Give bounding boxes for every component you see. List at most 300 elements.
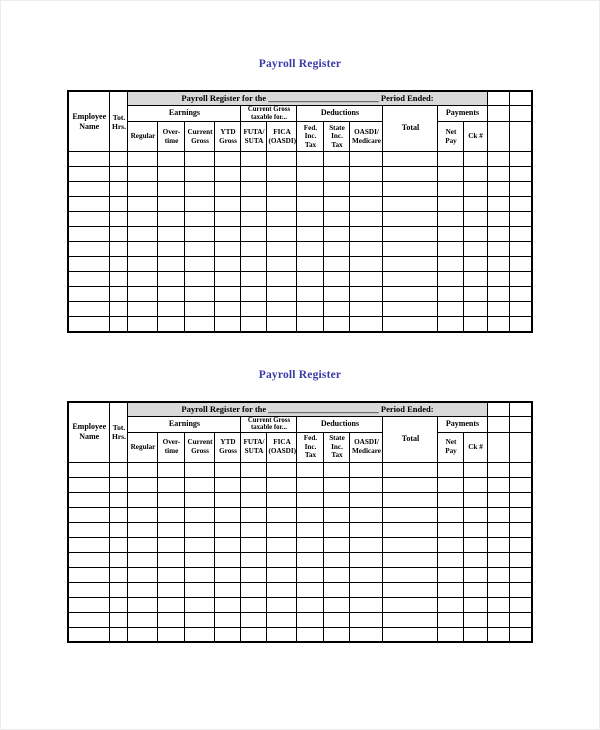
empty-cell (509, 152, 532, 167)
empty-cell (128, 272, 158, 287)
empty-cell (128, 552, 158, 567)
empty-cell (297, 477, 324, 492)
empty-cell (350, 182, 383, 197)
empty-cell (464, 537, 487, 552)
empty-cell (509, 317, 532, 332)
column-header-regular: Regular (128, 432, 158, 462)
empty-cell (185, 182, 215, 197)
empty-cell (68, 462, 110, 477)
empty-cell (267, 152, 297, 167)
empty-cell (464, 302, 487, 317)
empty-cell (158, 477, 185, 492)
total-column-header: Total (383, 416, 438, 462)
empty-cell (110, 242, 128, 257)
empty-cell (297, 582, 324, 597)
empty-cell (68, 152, 110, 167)
empty-cell (267, 582, 297, 597)
empty-cell (438, 302, 464, 317)
empty-cell (215, 582, 241, 597)
column-header-oasdi-medicare: OASDI/ Medicare (350, 432, 383, 462)
empty-cell (241, 182, 267, 197)
empty-cell (350, 242, 383, 257)
empty-cell (241, 287, 267, 302)
empty-cell (464, 197, 487, 212)
empty-cell (68, 507, 110, 522)
empty-cell (215, 272, 241, 287)
empty-cell (128, 627, 158, 642)
empty-cell (110, 462, 128, 477)
empty-cell (464, 567, 487, 582)
empty-cell (185, 582, 215, 597)
empty-cell (215, 197, 241, 212)
empty-cell (185, 152, 215, 167)
empty-cell (267, 462, 297, 477)
empty-cell (487, 537, 509, 552)
empty-cell (267, 317, 297, 332)
empty-cell (464, 582, 487, 597)
empty-cell (215, 462, 241, 477)
empty-cell (267, 257, 297, 272)
payroll-table-container (1, 90, 599, 333)
empty-cell (215, 507, 241, 522)
empty-cell (383, 302, 438, 317)
empty-data-row (68, 182, 532, 197)
empty-cell (487, 212, 509, 227)
empty-cell (509, 627, 532, 642)
blank-header-cell (509, 122, 532, 152)
empty-cell (158, 597, 185, 612)
empty-data-row (68, 552, 532, 567)
empty-cell (215, 242, 241, 257)
empty-cell (215, 567, 241, 582)
empty-cell (509, 462, 532, 477)
employee-name-header: Employee Name (68, 91, 110, 152)
empty-cell (110, 152, 128, 167)
empty-cell (464, 492, 487, 507)
empty-cell (297, 182, 324, 197)
empty-cell (68, 167, 110, 182)
column-header-ytd-gross: YTD Gross (215, 122, 241, 152)
empty-cell (487, 197, 509, 212)
empty-cell (158, 492, 185, 507)
empty-cell (324, 552, 350, 567)
empty-cell (324, 612, 350, 627)
table-title-band: Payroll Register for the __________________________ Period Ended: (128, 91, 487, 106)
empty-cell (128, 167, 158, 182)
empty-cell (267, 272, 297, 287)
empty-cell (297, 492, 324, 507)
empty-cell (438, 582, 464, 597)
empty-cell (110, 552, 128, 567)
blank-header-cell (487, 122, 509, 152)
empty-cell (297, 317, 324, 332)
column-header-overtime: Over-time (158, 122, 185, 152)
empty-cell (297, 197, 324, 212)
empty-cell (324, 582, 350, 597)
empty-cell (185, 507, 215, 522)
empty-cell (509, 182, 532, 197)
empty-cell (487, 627, 509, 642)
empty-cell (438, 317, 464, 332)
empty-cell (383, 522, 438, 537)
blank-header-cell (509, 432, 532, 462)
empty-cell (215, 612, 241, 627)
empty-data-row (68, 582, 532, 597)
empty-cell (267, 522, 297, 537)
empty-cell (185, 317, 215, 332)
column-header-regular: Regular (128, 122, 158, 152)
empty-cell (383, 537, 438, 552)
empty-cell (438, 492, 464, 507)
empty-cell (128, 462, 158, 477)
taxable-group-header: Current Gross taxable for... (241, 106, 297, 122)
empty-cell (509, 507, 532, 522)
payments-group-header: Payments (438, 416, 487, 432)
empty-cell (487, 492, 509, 507)
empty-cell (241, 477, 267, 492)
empty-cell (509, 552, 532, 567)
empty-cell (158, 627, 185, 642)
empty-cell (110, 597, 128, 612)
empty-cell (185, 302, 215, 317)
empty-cell (267, 627, 297, 642)
empty-cell (185, 537, 215, 552)
empty-cell (241, 242, 267, 257)
empty-data-row (68, 492, 532, 507)
empty-cell (215, 492, 241, 507)
empty-cell (128, 597, 158, 612)
column-header-fica-oasdi: FICA (OASDI) (267, 122, 297, 152)
empty-cell (215, 227, 241, 242)
empty-cell (324, 597, 350, 612)
empty-cell (438, 552, 464, 567)
empty-cell (267, 597, 297, 612)
empty-cell (241, 257, 267, 272)
empty-cell (383, 612, 438, 627)
empty-cell (464, 152, 487, 167)
empty-cell (438, 167, 464, 182)
empty-cell (383, 492, 438, 507)
empty-cell (464, 287, 487, 302)
empty-cell (324, 507, 350, 522)
empty-cell (215, 477, 241, 492)
earnings-group-header: Earnings (128, 416, 241, 432)
empty-data-row (68, 612, 532, 627)
empty-cell (110, 302, 128, 317)
empty-cell (185, 227, 215, 242)
empty-cell (158, 522, 185, 537)
empty-cell (158, 567, 185, 582)
empty-cell (215, 287, 241, 302)
empty-cell (215, 552, 241, 567)
blank-header-cell (487, 416, 509, 432)
empty-cell (158, 197, 185, 212)
empty-cell (509, 477, 532, 492)
empty-cell (241, 627, 267, 642)
column-header-futa-suta: FUTA/ SUTA (241, 122, 267, 152)
empty-cell (241, 227, 267, 242)
empty-cell (68, 212, 110, 227)
empty-cell (110, 182, 128, 197)
empty-cell (350, 152, 383, 167)
empty-cell (383, 152, 438, 167)
empty-cell (215, 257, 241, 272)
empty-cell (110, 212, 128, 227)
empty-cell (324, 522, 350, 537)
empty-cell (68, 627, 110, 642)
empty-data-row (68, 317, 532, 332)
empty-cell (324, 272, 350, 287)
empty-data-row (68, 627, 532, 642)
empty-cell (241, 272, 267, 287)
empty-cell (487, 552, 509, 567)
empty-cell (297, 302, 324, 317)
empty-cell (383, 507, 438, 522)
empty-cell (324, 537, 350, 552)
empty-cell (241, 212, 267, 227)
empty-cell (438, 227, 464, 242)
empty-cell (110, 612, 128, 627)
empty-cell (438, 152, 464, 167)
empty-cell (487, 167, 509, 182)
earnings-group-header: Earnings (128, 106, 241, 122)
empty-cell (110, 317, 128, 332)
column-header-ck-number: Ck # (464, 432, 487, 462)
empty-cell (68, 582, 110, 597)
empty-cell (185, 552, 215, 567)
empty-cell (267, 492, 297, 507)
empty-cell (383, 257, 438, 272)
total-hours-header: Tot. Hrs. (110, 91, 128, 152)
blank-header-cell (487, 432, 509, 462)
empty-cell (350, 317, 383, 332)
empty-cell (215, 317, 241, 332)
empty-cell (297, 257, 324, 272)
empty-cell (350, 257, 383, 272)
empty-cell (383, 212, 438, 227)
empty-cell (324, 197, 350, 212)
empty-cell (509, 167, 532, 182)
empty-cell (324, 462, 350, 477)
empty-data-row (68, 257, 532, 272)
empty-cell (215, 212, 241, 227)
empty-cell (68, 257, 110, 272)
empty-cell (68, 242, 110, 257)
empty-cell (241, 167, 267, 182)
empty-cell (241, 612, 267, 627)
empty-data-row (68, 597, 532, 612)
empty-cell (464, 552, 487, 567)
empty-cell (324, 317, 350, 332)
column-header-futa-suta: FUTA/ SUTA (241, 432, 267, 462)
empty-cell (487, 272, 509, 287)
empty-cell (509, 227, 532, 242)
empty-cell (487, 227, 509, 242)
empty-cell (383, 627, 438, 642)
empty-cell (128, 612, 158, 627)
empty-cell (509, 582, 532, 597)
empty-cell (438, 522, 464, 537)
empty-cell (128, 522, 158, 537)
empty-cell (350, 302, 383, 317)
empty-cell (215, 522, 241, 537)
empty-cell (128, 182, 158, 197)
empty-cell (68, 597, 110, 612)
empty-cell (267, 477, 297, 492)
empty-cell (110, 287, 128, 302)
empty-cell (509, 522, 532, 537)
empty-cell (158, 212, 185, 227)
empty-cell (324, 477, 350, 492)
empty-cell (350, 582, 383, 597)
empty-cell (68, 477, 110, 492)
empty-cell (297, 552, 324, 567)
blank-header-cell (509, 416, 532, 432)
empty-cell (383, 552, 438, 567)
empty-cell (267, 227, 297, 242)
empty-cell (128, 317, 158, 332)
empty-cell (128, 302, 158, 317)
empty-cell (110, 257, 128, 272)
empty-cell (110, 627, 128, 642)
empty-cell (241, 302, 267, 317)
empty-cell (438, 257, 464, 272)
empty-cell (241, 582, 267, 597)
empty-cell (383, 597, 438, 612)
empty-cell (487, 522, 509, 537)
empty-cell (215, 537, 241, 552)
empty-cell (487, 582, 509, 597)
empty-cell (241, 522, 267, 537)
empty-cell (464, 317, 487, 332)
empty-data-row (68, 212, 532, 227)
empty-cell (350, 212, 383, 227)
empty-data-row (68, 462, 532, 477)
empty-cell (438, 537, 464, 552)
empty-cell (68, 272, 110, 287)
empty-cell (241, 492, 267, 507)
empty-cell (241, 567, 267, 582)
empty-cell (464, 272, 487, 287)
empty-cell (324, 167, 350, 182)
empty-cell (128, 242, 158, 257)
empty-cell (68, 552, 110, 567)
empty-cell (267, 182, 297, 197)
empty-cell (185, 242, 215, 257)
empty-cell (215, 167, 241, 182)
column-header-overtime: Over-time (158, 432, 185, 462)
page-title: Payroll Register (258, 368, 342, 381)
empty-cell (324, 567, 350, 582)
empty-cell (509, 272, 532, 287)
empty-cell (297, 212, 324, 227)
empty-cell (241, 197, 267, 212)
empty-cell (297, 167, 324, 182)
empty-cell (128, 567, 158, 582)
empty-cell (350, 537, 383, 552)
empty-cell (110, 197, 128, 212)
empty-data-row (68, 272, 532, 287)
blank-header-cell (509, 91, 532, 106)
empty-cell (487, 287, 509, 302)
empty-cell (128, 507, 158, 522)
payroll-table-container (1, 401, 599, 644)
empty-data-row (68, 197, 532, 212)
empty-cell (383, 317, 438, 332)
empty-cell (464, 167, 487, 182)
empty-cell (68, 317, 110, 332)
empty-cell (487, 182, 509, 197)
empty-cell (350, 492, 383, 507)
empty-cell (68, 197, 110, 212)
blank-header-cell (509, 402, 532, 417)
empty-cell (487, 477, 509, 492)
empty-cell (297, 522, 324, 537)
empty-cell (128, 477, 158, 492)
empty-cell (297, 507, 324, 522)
empty-cell (267, 507, 297, 522)
empty-cell (158, 537, 185, 552)
empty-cell (487, 257, 509, 272)
empty-cell (128, 197, 158, 212)
empty-cell (350, 612, 383, 627)
empty-cell (464, 627, 487, 642)
empty-cell (158, 552, 185, 567)
empty-cell (185, 597, 215, 612)
empty-cell (350, 227, 383, 242)
empty-cell (128, 257, 158, 272)
empty-cell (267, 212, 297, 227)
empty-cell (185, 612, 215, 627)
empty-cell (297, 597, 324, 612)
empty-cell (509, 597, 532, 612)
empty-cell (158, 462, 185, 477)
empty-cell (324, 287, 350, 302)
empty-cell (297, 567, 324, 582)
empty-cell (438, 242, 464, 257)
empty-cell (297, 627, 324, 642)
empty-cell (158, 582, 185, 597)
empty-cell (297, 272, 324, 287)
empty-cell (110, 272, 128, 287)
empty-cell (185, 257, 215, 272)
empty-cell (487, 567, 509, 582)
empty-cell (487, 462, 509, 477)
empty-cell (241, 317, 267, 332)
empty-data-row (68, 537, 532, 552)
empty-cell (158, 242, 185, 257)
empty-cell (128, 287, 158, 302)
empty-cell (267, 167, 297, 182)
empty-cell (438, 627, 464, 642)
empty-cell (383, 182, 438, 197)
empty-cell (267, 567, 297, 582)
column-header-fed-inc-tax: Fed. Inc. Tax (297, 122, 324, 152)
empty-cell (185, 272, 215, 287)
payments-group-header: Payments (438, 106, 487, 122)
empty-cell (297, 537, 324, 552)
empty-cell (383, 582, 438, 597)
blank-header-cell (509, 106, 532, 122)
empty-cell (438, 197, 464, 212)
empty-cell (68, 492, 110, 507)
empty-cell (215, 182, 241, 197)
empty-cell (350, 272, 383, 287)
empty-cell (185, 567, 215, 582)
empty-cell (297, 227, 324, 242)
empty-cell (464, 477, 487, 492)
empty-cell (297, 152, 324, 167)
